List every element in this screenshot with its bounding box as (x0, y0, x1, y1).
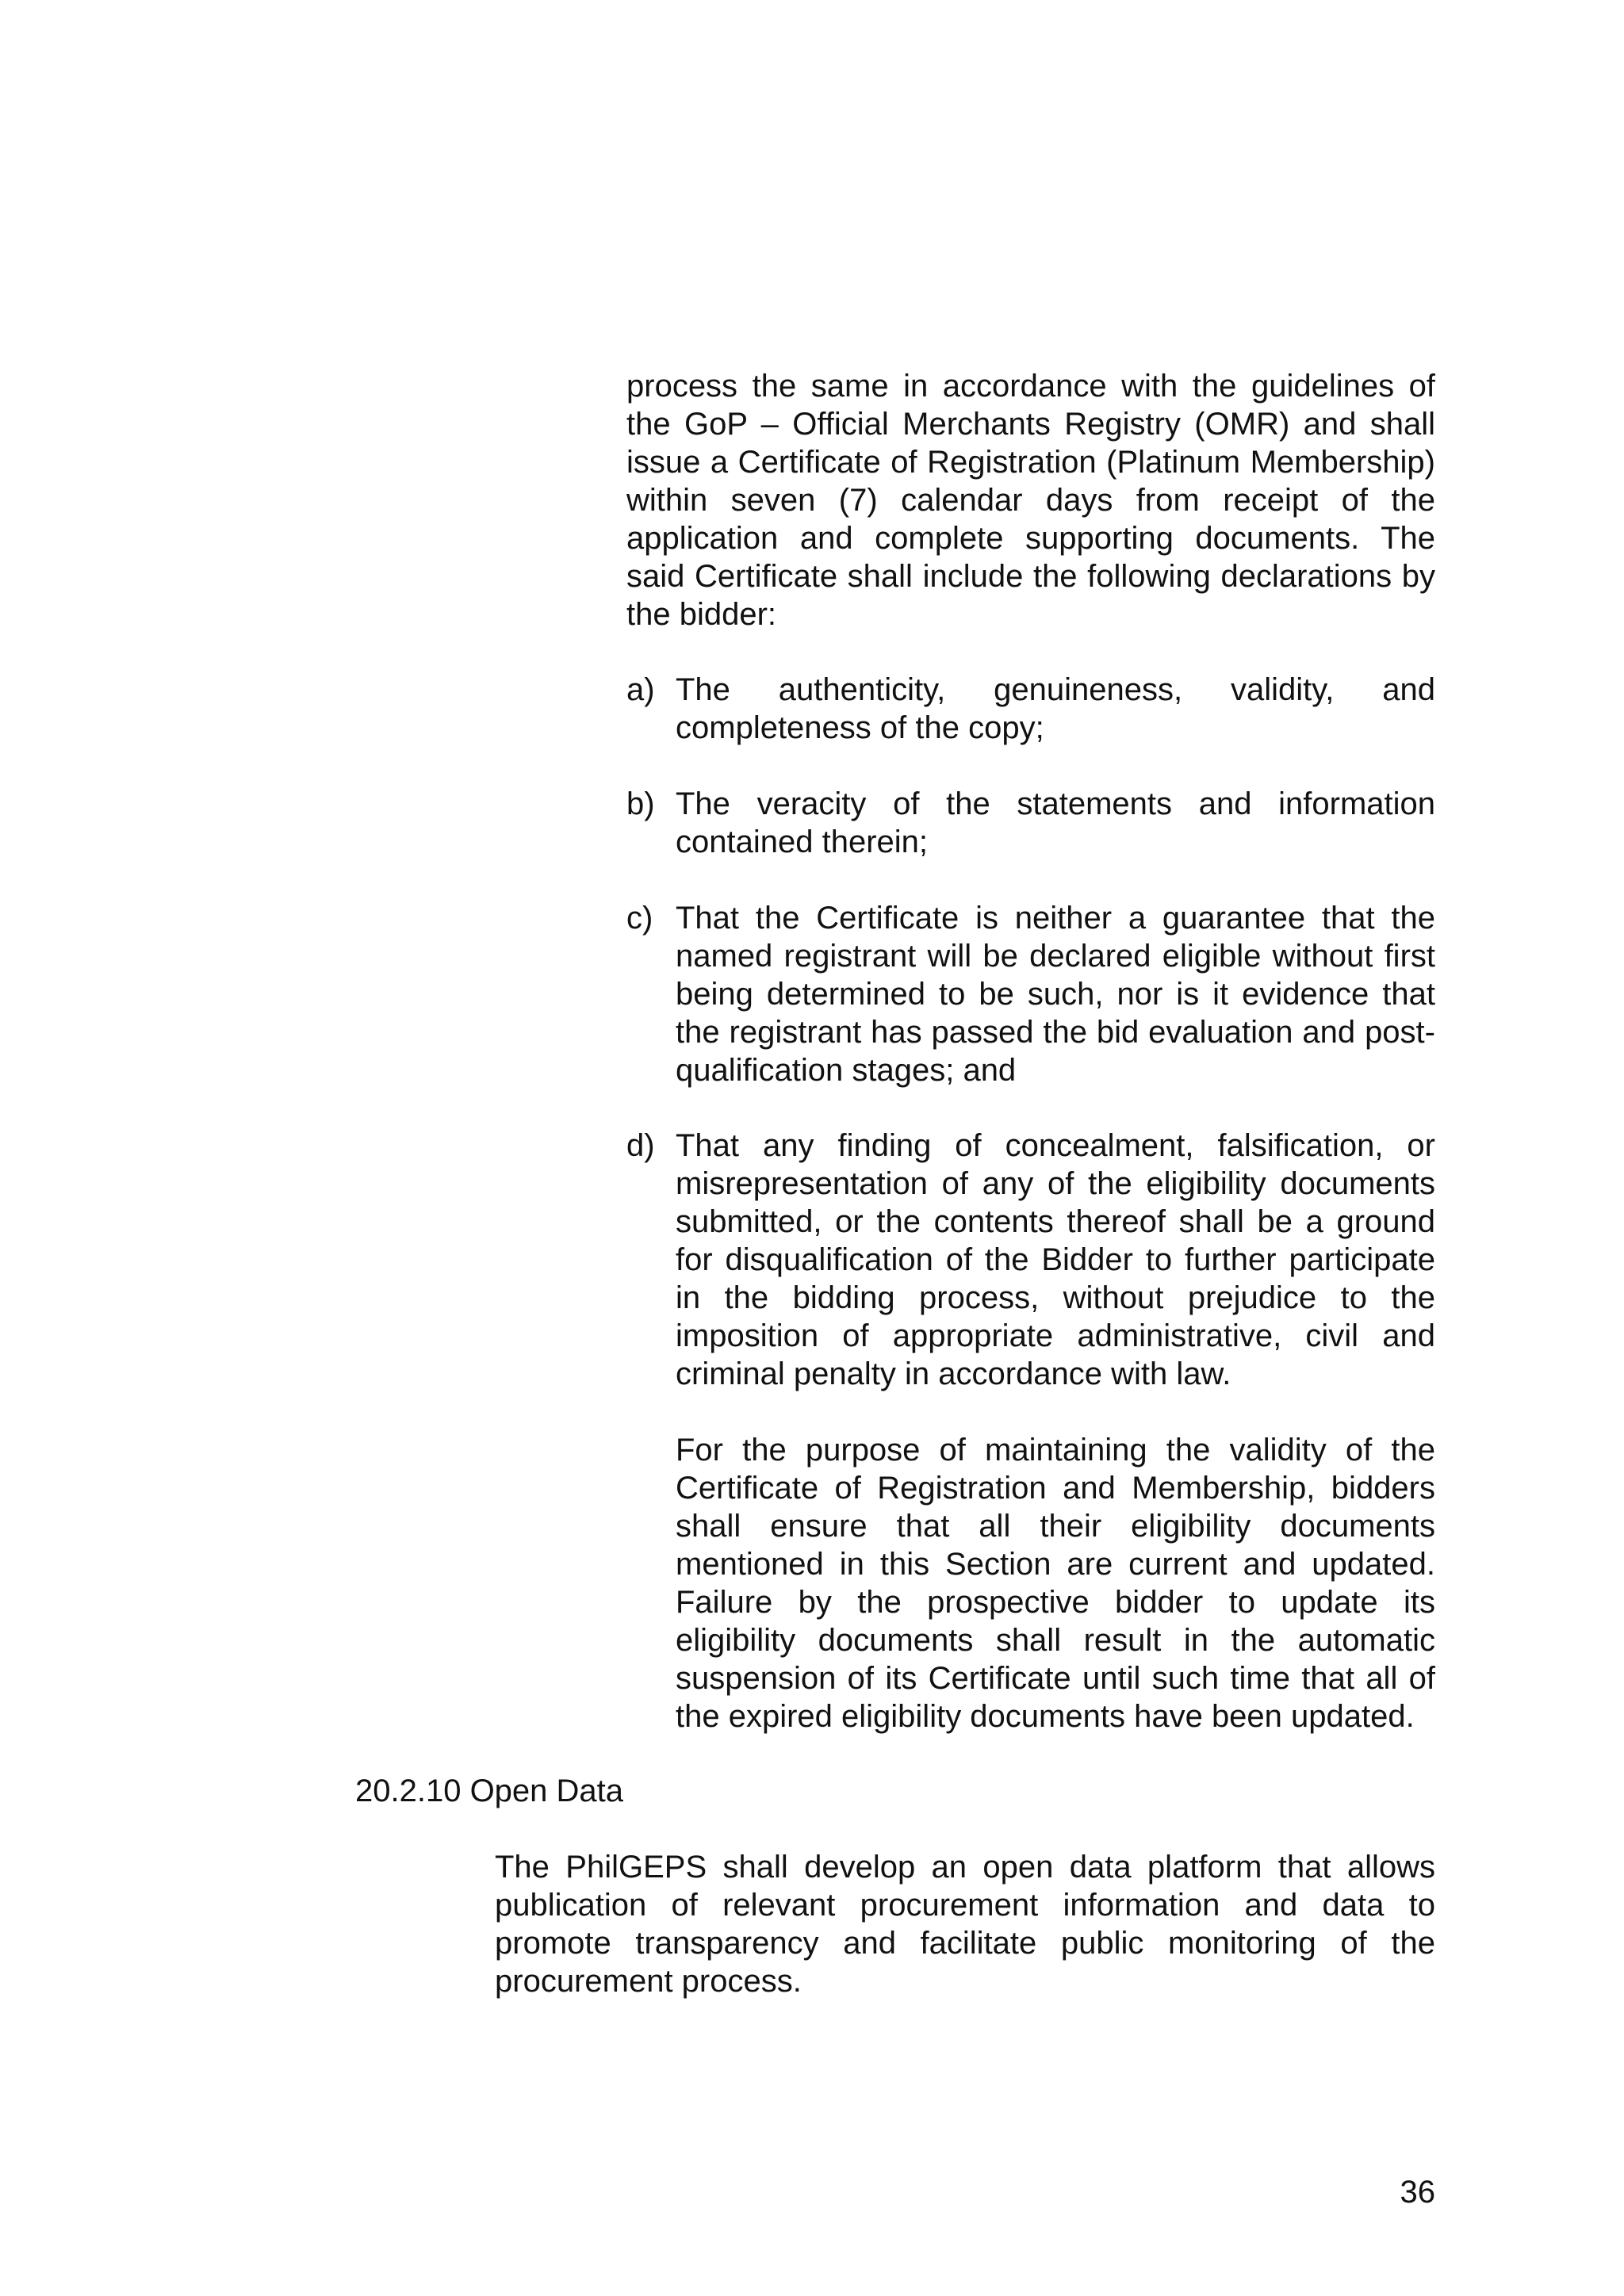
declaration-item-c (626, 899, 1435, 1089)
declaration-item-d (626, 1127, 1435, 1393)
list-marker: d) (626, 1128, 655, 1163)
section-heading: 20.2.10 Open Data (355, 1774, 624, 1808)
list-marker: b) (626, 786, 655, 821)
declaration-text: That the Certificate is neither a guarantee that the named registrant will be declared eligible without first being determined to be such, nor is it evidence that the registrant has passed the bid evaluation and post-qualification stages; and (676, 901, 1435, 1088)
intro-paragraph: process the same in accordance with the guidelines of the GoP – Official Merchants Registry (OMR) and shall issue a Certificate of Registration (Platinum Membership) within seven (7) calendar days from receipt of the application and complete supporting documents. The said Certificate shall include the following declarations by the bidder: (626, 369, 1435, 632)
list-marker: a) (626, 672, 655, 707)
validity-paragraph: For the purpose of maintaining the validity of the Certificate of Registration and Membership, bidders shall ensure that all their eligibility documents mentioned in this Section are current and updated. Failure by the prospective bidder to update its eligibility documents shall result in the automatic suspension of its Certificate until such time that all of the expired eligibility documents have been updated. (676, 1433, 1435, 1734)
declaration-item-b (626, 785, 1435, 861)
declaration-text: That any finding of concealment, falsification, or misrepresentation of any of the eligibility documents submitted, or the contents thereof shall be a ground for disqualification of the Bidder to further participate in the bidding process, without prejudice to the imposition of appropriate administrative, civil and criminal penalty in accordance with law. (676, 1128, 1435, 1391)
list-marker: c) (626, 901, 653, 936)
declaration-text: The authenticity, genuineness, validity, and completeness of the copy; (676, 672, 1435, 745)
declaration-item-a (626, 671, 1435, 747)
declaration-text: The veracity of the statements and information contained therein; (676, 786, 1435, 859)
open-data-paragraph: The PhilGEPS shall develop an open data platform that allows publication of relevant procurement information and data to promote transparency and facilitate public monitoring of the procurement process. (495, 1850, 1435, 1999)
page-number: 36 (1400, 2175, 1435, 2210)
